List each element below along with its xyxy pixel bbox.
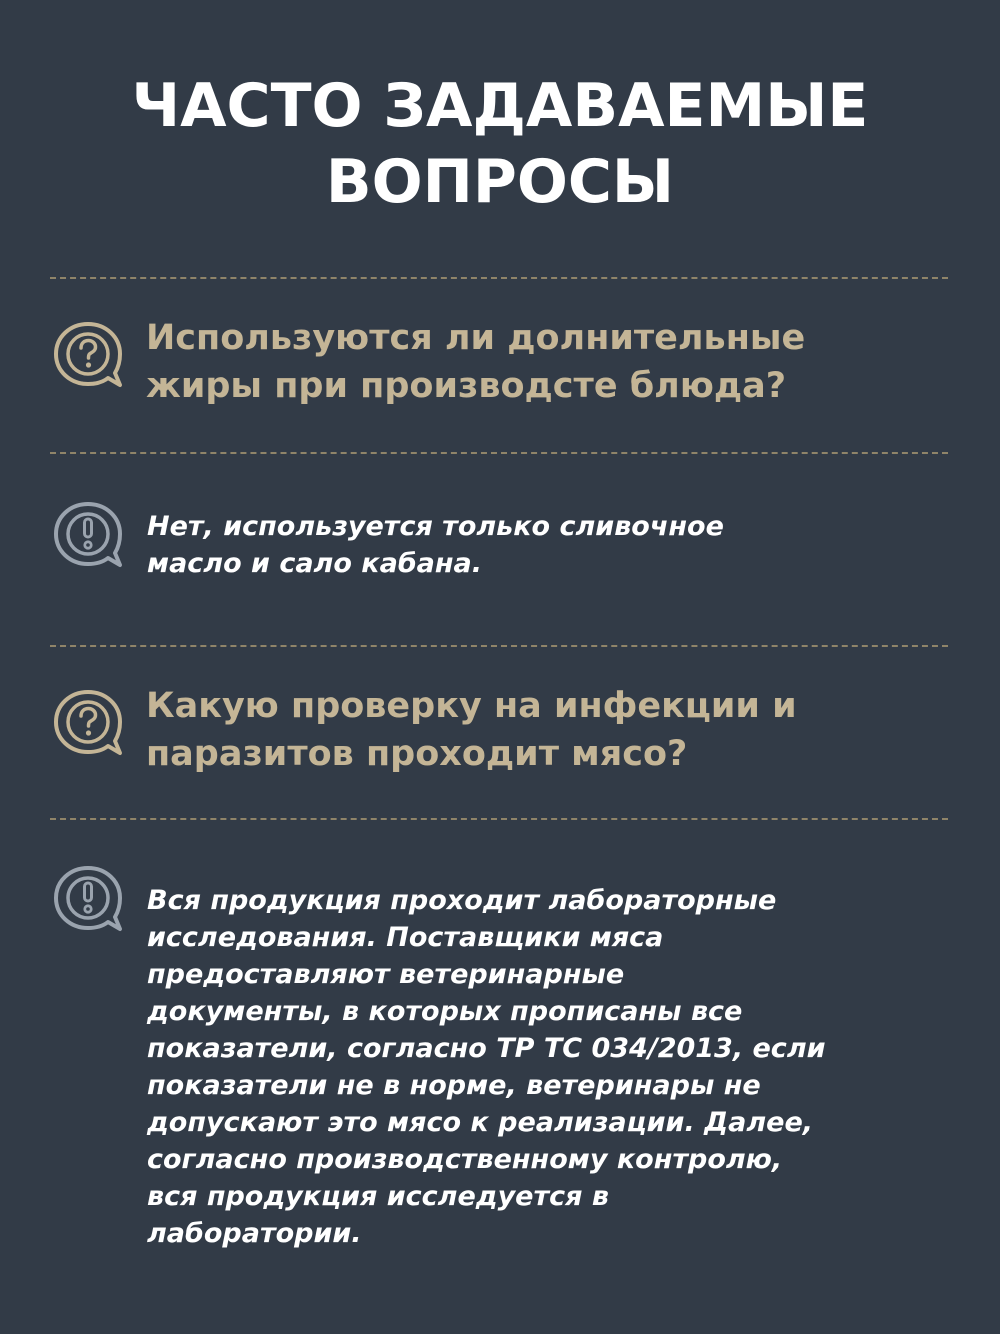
- page-title-line-1: ЧАСТО ЗАДАВАЕМЫЕ: [131, 71, 869, 141]
- question-line: Какую проверку на инфекции и: [146, 686, 797, 726]
- answer-line: Нет, используется только сливочное: [147, 511, 724, 542]
- page-title-line-2: ВОПРОСЫ: [325, 147, 675, 217]
- answer-line: согласно производственному контролю,: [147, 1144, 783, 1175]
- answer-line: предоставляют ветеринарные: [147, 959, 625, 990]
- answer-line: лаборатории.: [147, 1218, 362, 1249]
- question-line: Используются ли долнительные: [146, 318, 806, 358]
- faq-answer-2: [50, 860, 950, 1260]
- faq-answer-1: [50, 496, 950, 596]
- answer-line: масло и сало кабана.: [147, 548, 483, 579]
- answer-line: документы, в которых прописаны все: [147, 996, 743, 1027]
- faq-question-1: [50, 312, 950, 422]
- exclamation-bubble-icon: [50, 862, 126, 938]
- answer-text: [147, 882, 937, 1252]
- question-text: [146, 682, 950, 778]
- divider: [50, 452, 948, 454]
- exclamation-bubble-icon: [50, 498, 126, 574]
- faq-question-2: [50, 680, 950, 790]
- answer-line: Вся продукция проходит лабораторные: [147, 885, 777, 916]
- answer-line: допускают это мясо к реализации. Далее,: [147, 1107, 814, 1138]
- divider: [50, 645, 948, 647]
- answer-line: показатели не в норме, ветеринары не: [147, 1070, 761, 1101]
- answer-line: показатели, согласно ТР ТС 034/2013, если: [147, 1033, 826, 1064]
- divider: [50, 277, 948, 279]
- answer-text: [147, 508, 937, 582]
- answer-line: исследования. Поставщики мяса: [147, 922, 664, 953]
- question-line: жиры при производсте блюда?: [146, 366, 787, 406]
- answer-line: вся продукция исследуется в: [147, 1181, 609, 1212]
- page-title: [0, 68, 1000, 220]
- question-bubble-icon: [50, 686, 126, 762]
- question-bubble-icon: [50, 318, 126, 394]
- divider: [50, 818, 948, 820]
- question-text: [146, 314, 950, 410]
- question-line: паразитов проходит мясо?: [146, 734, 688, 774]
